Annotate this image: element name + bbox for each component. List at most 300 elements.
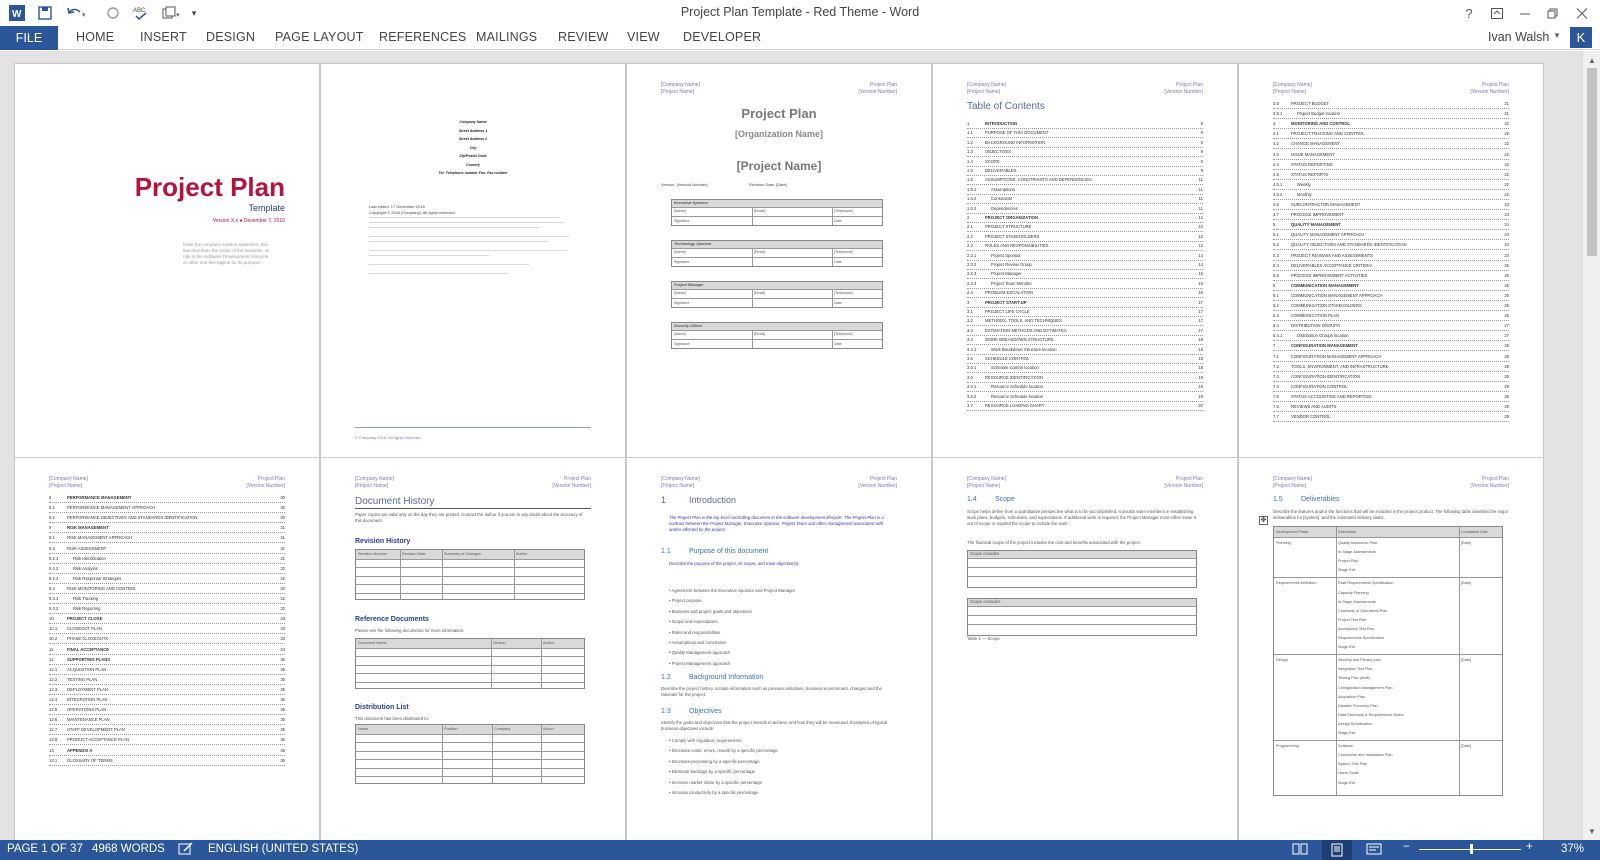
bullet-item: • Agreement between the Executive Sponsor and Project Manager (669, 588, 796, 593)
toc-entry[interactable] (1273, 241, 1509, 250)
toc-entry[interactable] (1273, 201, 1509, 210)
toc-entry[interactable] (49, 615, 285, 624)
toc-entry-page: 32 (280, 596, 285, 601)
toc-entry-page: 35 (280, 666, 285, 672)
toc-entry-number: 1.6.3 (967, 205, 977, 211)
toc-entry[interactable] (1273, 413, 1509, 422)
toc-entry[interactable] (967, 176, 1203, 185)
toc-entry-page: 20 (1198, 403, 1203, 408)
minimize-icon[interactable] (1511, 2, 1539, 24)
cover-title: Project Plan (134, 172, 285, 202)
toc-entry-page: 28 (1504, 353, 1509, 359)
toc-entry[interactable] (49, 686, 285, 695)
signoff-cell: [Name] (674, 332, 686, 336)
signoff-org: [Organization Name] (734, 129, 823, 139)
table-row-line (1274, 740, 1502, 741)
signoff-box (671, 322, 883, 349)
toc-entry-page: 35 (280, 737, 285, 743)
toc-entry[interactable] (1273, 171, 1509, 180)
toc-entry-title: STATUS REPORTS (1291, 171, 1329, 177)
toc-entry[interactable] (967, 195, 1203, 204)
toc-entry-page: 32 (280, 585, 285, 591)
user-menu-chevron-icon[interactable]: ▼ (1553, 31, 1561, 40)
proofing-icon[interactable] (178, 842, 194, 859)
toc-entry[interactable] (49, 565, 285, 574)
toc-entry-title: ROLES AND RESPONSIBILITIES (985, 243, 1049, 249)
table-col-line (1459, 527, 1460, 795)
deliverable-item: Stage Exit (1338, 568, 1356, 573)
scroll-up-icon[interactable]: ▲ (1588, 55, 1596, 65)
h12-body: Describe the project history, include information such as previous initiatives, business environment, changes and the rationale for the project. (661, 686, 882, 697)
toc-entry[interactable] (49, 676, 285, 685)
page-toc-1[interactable] (932, 63, 1238, 459)
toc-entry[interactable] (1273, 312, 1509, 321)
toc-entry[interactable] (967, 167, 1203, 176)
toc-entry-page: 30 (280, 495, 285, 500)
table-row-line (1274, 577, 1502, 578)
toc-entry[interactable] (49, 504, 285, 513)
deliverable-item: Project Plan (1338, 559, 1359, 564)
avatar[interactable]: K (1570, 27, 1592, 48)
toc-entry[interactable] (49, 706, 285, 715)
toc-entry-number: 1.6 (967, 177, 973, 183)
scope-excludes-label: Scope excludes (970, 599, 1001, 604)
signoff-cell: Signature (674, 219, 690, 223)
toc-entry[interactable] (1273, 191, 1509, 200)
deliverable-phase: Requirements Definition (1276, 581, 1317, 586)
language[interactable]: ENGLISH (UNITED STATES) (208, 843, 359, 855)
toc-entry-number: 7.6 (1273, 404, 1279, 409)
address-tel: Tel: Telephone number Fax: Fax number (438, 171, 508, 175)
toc-entry-page: 9 (1200, 121, 1203, 126)
toc-entry[interactable] (967, 158, 1203, 167)
toc-entry[interactable] (967, 336, 1203, 345)
toc-entry-number: 9.2 (49, 545, 55, 551)
toc-entry[interactable] (49, 736, 285, 745)
toc-entry-number: 5.5 (1273, 272, 1279, 278)
toc-entry[interactable] (49, 575, 285, 584)
toc-entry-page: 11 (1198, 205, 1203, 211)
toc-entry-page: 29 (1504, 404, 1509, 409)
toc-entry-page: 25 (1504, 272, 1509, 278)
h11-title: Purpose of this document (689, 548, 769, 555)
print-layout-icon[interactable] (1322, 840, 1352, 860)
toc-entry-title: Resource Schedule location (991, 384, 1044, 390)
table-row-line (356, 576, 584, 577)
header-version: [Version Number] (1470, 483, 1509, 489)
toc-entry[interactable] (967, 223, 1203, 232)
toc-entry[interactable] (1273, 140, 1509, 149)
bullet-item: • Decrease costs, errors, rework by a specific percentage (669, 748, 778, 754)
document-title: Project Plan Template - Red Theme - Word (680, 5, 920, 19)
toc-entry[interactable] (967, 280, 1203, 289)
toc-entry[interactable] (49, 625, 285, 634)
toc-entry[interactable] (1273, 231, 1509, 240)
tab-insert[interactable]: INSERT (140, 30, 187, 44)
toc-entry[interactable] (967, 346, 1203, 355)
toc-entry[interactable] (49, 696, 285, 705)
toc-entry[interactable] (49, 555, 285, 564)
toc-entry-number: 7.7 (1273, 414, 1279, 420)
tab-page-layout[interactable]: PAGE LAYOUT (275, 30, 364, 44)
toc-entry-page: 22 (1504, 161, 1509, 167)
toc-entry[interactable] (1273, 393, 1509, 402)
toc-entry[interactable] (49, 666, 285, 675)
toc-entry-title: Constraints (991, 196, 1013, 202)
toc-entry[interactable] (967, 289, 1203, 298)
toc-entry[interactable] (1273, 322, 1509, 331)
toc-entry-title: VENDOR CONTROL (1291, 414, 1331, 420)
toc-entry[interactable] (967, 139, 1203, 148)
table-col-line (1336, 527, 1337, 795)
toc-entry[interactable] (967, 383, 1203, 392)
scroll-down-icon[interactable]: ▼ (1588, 826, 1596, 836)
deliverable-item: Project Test Plan (1338, 617, 1367, 622)
signoff-cell: Signature (674, 301, 690, 305)
toc-entry[interactable] (49, 747, 285, 756)
toc-entry[interactable] (1273, 181, 1509, 190)
toc-entry[interactable] (49, 545, 285, 554)
zoom-level[interactable]: 37% (1561, 843, 1585, 855)
table-row-line (356, 567, 584, 568)
toc-entry[interactable] (49, 635, 285, 644)
web-layout-icon[interactable] (1366, 842, 1382, 859)
toc-entry-page: 32 (280, 565, 285, 571)
tab-references[interactable]: REFERENCES (379, 30, 467, 44)
toc-entry[interactable] (1273, 373, 1509, 382)
toc-entry[interactable] (49, 524, 285, 533)
toc-entry-page: 23 (1504, 202, 1509, 207)
help-icon[interactable]: ? (1465, 5, 1473, 21)
h11-body: Describe the purpose of the project, its scope, and main objective(s). (669, 561, 800, 566)
toc-entry-page: 12 (1198, 233, 1203, 239)
toc-entry-page: 31 (280, 535, 285, 541)
address-line: Street Address 1 (458, 128, 488, 133)
table-row-line (356, 584, 584, 585)
page-document-history[interactable] (320, 457, 626, 840)
signoff-role: Technology Sponsor (674, 242, 712, 246)
table-row-line (672, 339, 882, 340)
bullet-item: • Roles and responsibilities (669, 629, 721, 635)
toc-entry[interactable] (967, 327, 1203, 336)
toc-entry-title: CONFIGURATION IDENTIFICATION (1291, 373, 1360, 379)
toc-entry-number: 12 (49, 656, 54, 662)
address-line: Zip/Postal Code (459, 154, 487, 158)
intro-heading: Introduction (689, 495, 737, 505)
toc-entry-title: PROJECT TRACKING AND CONTROL (1291, 131, 1365, 137)
toc-entry[interactable] (49, 656, 285, 665)
toc-entry[interactable] (1273, 383, 1509, 392)
toc-entry[interactable] (1273, 130, 1509, 139)
toc-entry[interactable] (1273, 100, 1509, 109)
toc-entry[interactable] (1273, 262, 1509, 271)
toc-entry[interactable] (967, 261, 1203, 270)
toc-entry[interactable] (967, 270, 1203, 279)
header-plan: Project Plan (1482, 476, 1509, 482)
toc-entry[interactable] (1273, 363, 1509, 372)
toc-entry-title: PROCESS IMPROVEMENT ACTIVITIES (1291, 272, 1368, 278)
toc-entry[interactable] (967, 205, 1203, 214)
header-version: [Version Number] (1164, 89, 1203, 95)
deliverable-phase: Design (1276, 658, 1288, 663)
toc-entry-title: Risk Response Strategies (73, 575, 122, 581)
page-count[interactable]: PAGE 1 OF 37 (7, 843, 83, 855)
toc-entry[interactable] (1273, 342, 1509, 351)
tab-review[interactable]: REVIEW (558, 30, 609, 44)
tab-home[interactable]: HOME (76, 30, 115, 44)
customize-qat-icon[interactable]: ▾ (191, 7, 197, 18)
toc-entry[interactable] (1273, 252, 1509, 261)
bullet-item: • Eliminate backlogs by a specific percentage (669, 769, 756, 775)
toc-entry-title: GLOSSARY OF TERMS (67, 757, 113, 763)
bullet-item: • Decrease processing by a specific percentage (669, 758, 760, 764)
toc-entry-number: 1.2 (967, 139, 973, 145)
table-row-line (356, 734, 584, 735)
toc-entry-title: PERFORMANCE OBJECTIVES AND STANDARDS IDENTIFICATION (67, 515, 198, 521)
vertical-scrollbar[interactable] (1582, 51, 1600, 840)
table-header-cell: Version (493, 641, 506, 645)
toc-entry-page: 26 (1504, 282, 1509, 288)
table-move-handle-icon[interactable]: ✥ (1260, 517, 1267, 524)
tab-mailings[interactable]: MAILINGS (476, 30, 538, 44)
signoff-cell: [Email] (754, 250, 765, 254)
toc-entry-title: ESTIMATION METHODS AND ESTIMATES (985, 327, 1067, 333)
tab-developer[interactable]: DEVELOPER (683, 30, 762, 44)
toc-entry-title: Schedule Control location (991, 365, 1039, 371)
toc-entry[interactable] (49, 646, 285, 655)
toc-entry-number: 1.5 (967, 168, 973, 173)
toc-entry-number: 4.6 (1273, 202, 1279, 207)
deliverable-date: [Date] (1461, 658, 1472, 663)
scope-number: 1.4 (967, 496, 977, 503)
toc-entry-title: SCOPE (985, 158, 1000, 164)
user-name[interactable]: Ivan Walsh (1488, 30, 1550, 44)
toc-entry-number: 9 (49, 525, 52, 531)
toc-entry[interactable] (967, 120, 1203, 129)
toc-entry-page: 18 (1198, 356, 1203, 361)
toc-entry[interactable] (967, 364, 1203, 373)
table-col-line (752, 289, 753, 307)
toc-entry-number: 5 (1273, 222, 1276, 228)
scope-heading: Scope (995, 496, 1015, 503)
toc-entry-title: PROJECT STAKEHOLDERS (985, 233, 1040, 239)
toc-entry[interactable] (967, 186, 1203, 195)
table-col-line (752, 330, 753, 348)
toc-entry[interactable] (967, 299, 1203, 308)
tab-design[interactable]: DESIGN (206, 30, 256, 44)
toc-entry-number: 2.3.2 (967, 262, 977, 267)
signoff-cell: [Telephone] (834, 291, 853, 295)
toc-entry-page: 18 (1198, 365, 1203, 371)
toc-entry[interactable] (967, 214, 1203, 223)
toc-entry-page: 19 (1198, 393, 1203, 399)
zoom-in-button[interactable]: + (1526, 841, 1533, 853)
toc-entry[interactable] (1273, 302, 1509, 311)
ribbon-display-options-icon[interactable] (1483, 2, 1511, 24)
word-count[interactable]: 4968 WORDS (92, 843, 165, 855)
toc-entry[interactable] (49, 757, 285, 766)
toc-entry-page: 28 (1504, 383, 1509, 389)
toc-entry-title: QUALITY OBJECTIVES AND STANDARDS IDENTIFICATION (1291, 242, 1407, 248)
toc-entry-page: 32 (280, 606, 285, 612)
toc-entry[interactable] (49, 585, 285, 594)
toc-entry[interactable] (1273, 332, 1509, 341)
toc-entry[interactable] (1273, 292, 1509, 301)
toc-entry[interactable] (1273, 120, 1509, 129)
toc-entry[interactable] (1273, 161, 1509, 170)
toc-entry-number: 4.5 (1273, 171, 1279, 177)
header-company: [Company Name] (355, 476, 394, 482)
read-mode-icon[interactable] (1292, 842, 1308, 859)
page-toc-3[interactable] (14, 457, 320, 840)
toc-entry-title: PROJECT STRUCTURE (985, 224, 1032, 230)
toc-entry-title: REVIEWS AND AUDITS (1291, 404, 1337, 409)
toc-entry[interactable] (967, 393, 1203, 402)
deliverable-item: Draft Requirements Specification (1338, 581, 1394, 586)
toc-entry[interactable] (967, 148, 1203, 157)
toc-entry-title: METHODS, TOOLS, AND TECHNIQUES (985, 318, 1062, 324)
toc-entry-number: 12.4 (49, 697, 58, 702)
toc-entry-number: 2.1 (967, 224, 973, 230)
toc-entry-title: STATUS REPORTING (1291, 161, 1333, 167)
page-copyright[interactable] (320, 63, 626, 459)
toc-entry[interactable] (1273, 272, 1509, 281)
toc-entry-page: 19 (1198, 374, 1203, 380)
toc-entry-page: 14 (1198, 262, 1203, 267)
toc-entry-page: 34 (280, 646, 285, 652)
toc-entry-number: 3.6.2 (967, 393, 977, 399)
table-header-cell: Completion Date (1461, 530, 1488, 534)
toc-entry[interactable] (1273, 110, 1509, 119)
toc-entry-page: 9 (1200, 149, 1203, 155)
toc-entry[interactable] (967, 402, 1203, 411)
page-toc-2[interactable] (1238, 63, 1544, 459)
toc-entry-title: CLOSEOUT PLAN (67, 626, 103, 632)
toc-entry[interactable] (1273, 151, 1509, 160)
toc-entry-title: OBJECTIVES (985, 149, 1012, 155)
toc-entry[interactable] (967, 374, 1203, 383)
toc-entry-title: INTEGRATION PLAN (67, 697, 108, 702)
page-signoff[interactable] (626, 63, 932, 459)
deliverable-date: [Date] (1461, 581, 1472, 586)
toc-entry-page: 22 (1504, 181, 1509, 187)
toc-entry-page: 17 (1198, 318, 1203, 324)
toc-entry-number: 6.3 (1273, 313, 1279, 319)
toc-entry-number: 4.5.2 (1273, 191, 1283, 197)
table (355, 724, 585, 784)
toc-entry[interactable] (967, 129, 1203, 138)
zoom-slider-thumb[interactable] (1470, 844, 1473, 854)
toc-entry-number: 3.8 (1273, 101, 1279, 106)
toc-entry-page: 22 (1504, 151, 1509, 157)
toc-entry-page: 22 (1504, 121, 1509, 127)
toc-entry[interactable] (49, 726, 285, 735)
toc-entry-title: COMMUNICATION PLAN (1291, 313, 1340, 319)
page-cover[interactable] (14, 63, 320, 459)
document-canvas[interactable] (0, 51, 1582, 840)
title-bar (0, 0, 1600, 26)
toc-entry-title: PROCESS IMPROVEMENT (1291, 212, 1344, 218)
toc-entry[interactable] (967, 233, 1203, 242)
toc-entry-number: 4.1 (1273, 131, 1279, 137)
address-line: Company Name (459, 120, 487, 124)
close-icon[interactable] (1568, 2, 1596, 24)
zoom-out-button[interactable]: − (1403, 841, 1410, 853)
toc-entry-title: RISK MANAGEMENT APPROACH (67, 535, 133, 541)
toc-entry[interactable] (49, 494, 285, 503)
toc-entry[interactable] (1273, 403, 1509, 412)
toc-entry-number: 2.3.4 (967, 280, 977, 286)
toc-entry[interactable] (49, 605, 285, 614)
page-introduction[interactable] (626, 457, 932, 840)
header-plan: Project Plan (1482, 82, 1509, 88)
toc-entry-number: 6.2 (1273, 303, 1279, 308)
toc-entry-page: 21 (1504, 101, 1509, 106)
doc-history-heading: Document History (355, 496, 435, 507)
toc-entry-title: CONFIGURATION MANAGEMENT APPROACH (1291, 353, 1382, 359)
scope-includes-table (967, 550, 1197, 588)
bullet-item: • Project purpose (669, 598, 702, 604)
signoff-cell: Signature (674, 260, 690, 264)
toc-entry[interactable] (49, 716, 285, 725)
toc-entry-page: 12 (1198, 215, 1203, 220)
toc-entry-number: 9.2.2 (49, 565, 59, 571)
toc-entry-title: DELIVERABLES (985, 168, 1017, 173)
signoff-cell: [Email] (754, 291, 765, 295)
toc-entry-title: Risk Analysis (73, 565, 98, 571)
last-edited: Last edited: 17 December 2016 (369, 204, 425, 209)
scroll-thumb[interactable] (1587, 68, 1597, 256)
toc-entry-number: 5.2 (1273, 242, 1279, 248)
toc-entry-page: 22 (1504, 141, 1509, 147)
file-tab[interactable]: FILE (0, 26, 58, 50)
toc-entry-number: 5.3 (1273, 252, 1279, 258)
toc-entry[interactable] (967, 355, 1203, 364)
toc-entry[interactable] (1273, 353, 1509, 362)
toc-entry-number: 4.2 (1273, 141, 1279, 147)
toc-entry[interactable] (967, 317, 1203, 326)
h13-body: Identify the goals and objectives that the project intends to achieve and how they will be measured. Examples of typical business objectives include: (661, 720, 888, 731)
toc-entry-number: 3.7 (967, 403, 973, 408)
tab-view[interactable]: VIEW (627, 30, 660, 44)
toc-entry-number: 3.5 (967, 356, 973, 361)
scope-body-2: The financial scope of the project includes the cost and benefits associated with the project. (967, 540, 1141, 545)
toc-entry[interactable] (49, 514, 285, 523)
toc-entry-title: Risk Reporting (73, 606, 101, 612)
toc-entry[interactable] (1273, 211, 1509, 220)
toc-entry[interactable] (49, 534, 285, 543)
deliverable-item: Software (1338, 744, 1353, 749)
toc-entry[interactable] (1273, 282, 1509, 291)
table-row-line (672, 216, 882, 217)
restore-icon[interactable] (1539, 2, 1567, 24)
toc-entry-page: 17 (1198, 309, 1203, 314)
toc-entry-number: 3.3 (967, 327, 973, 333)
page-scope[interactable] (932, 457, 1238, 840)
toc-entry-page: 14 (1198, 252, 1203, 258)
toc-entry[interactable] (967, 242, 1203, 251)
toc-entry[interactable] (49, 595, 285, 604)
header-company: [Company Name] (967, 82, 1006, 88)
scope-caption: Table 1 — Scope (967, 636, 1000, 641)
toc-entry[interactable] (967, 308, 1203, 317)
page-deliverables[interactable] (1238, 457, 1544, 840)
toc-entry-title: Project Manager (991, 271, 1022, 277)
header-company: [Company Name] (661, 476, 700, 482)
toc-entry[interactable] (1273, 221, 1509, 230)
table-row-line (356, 751, 584, 752)
toc-entry[interactable] (967, 252, 1203, 261)
